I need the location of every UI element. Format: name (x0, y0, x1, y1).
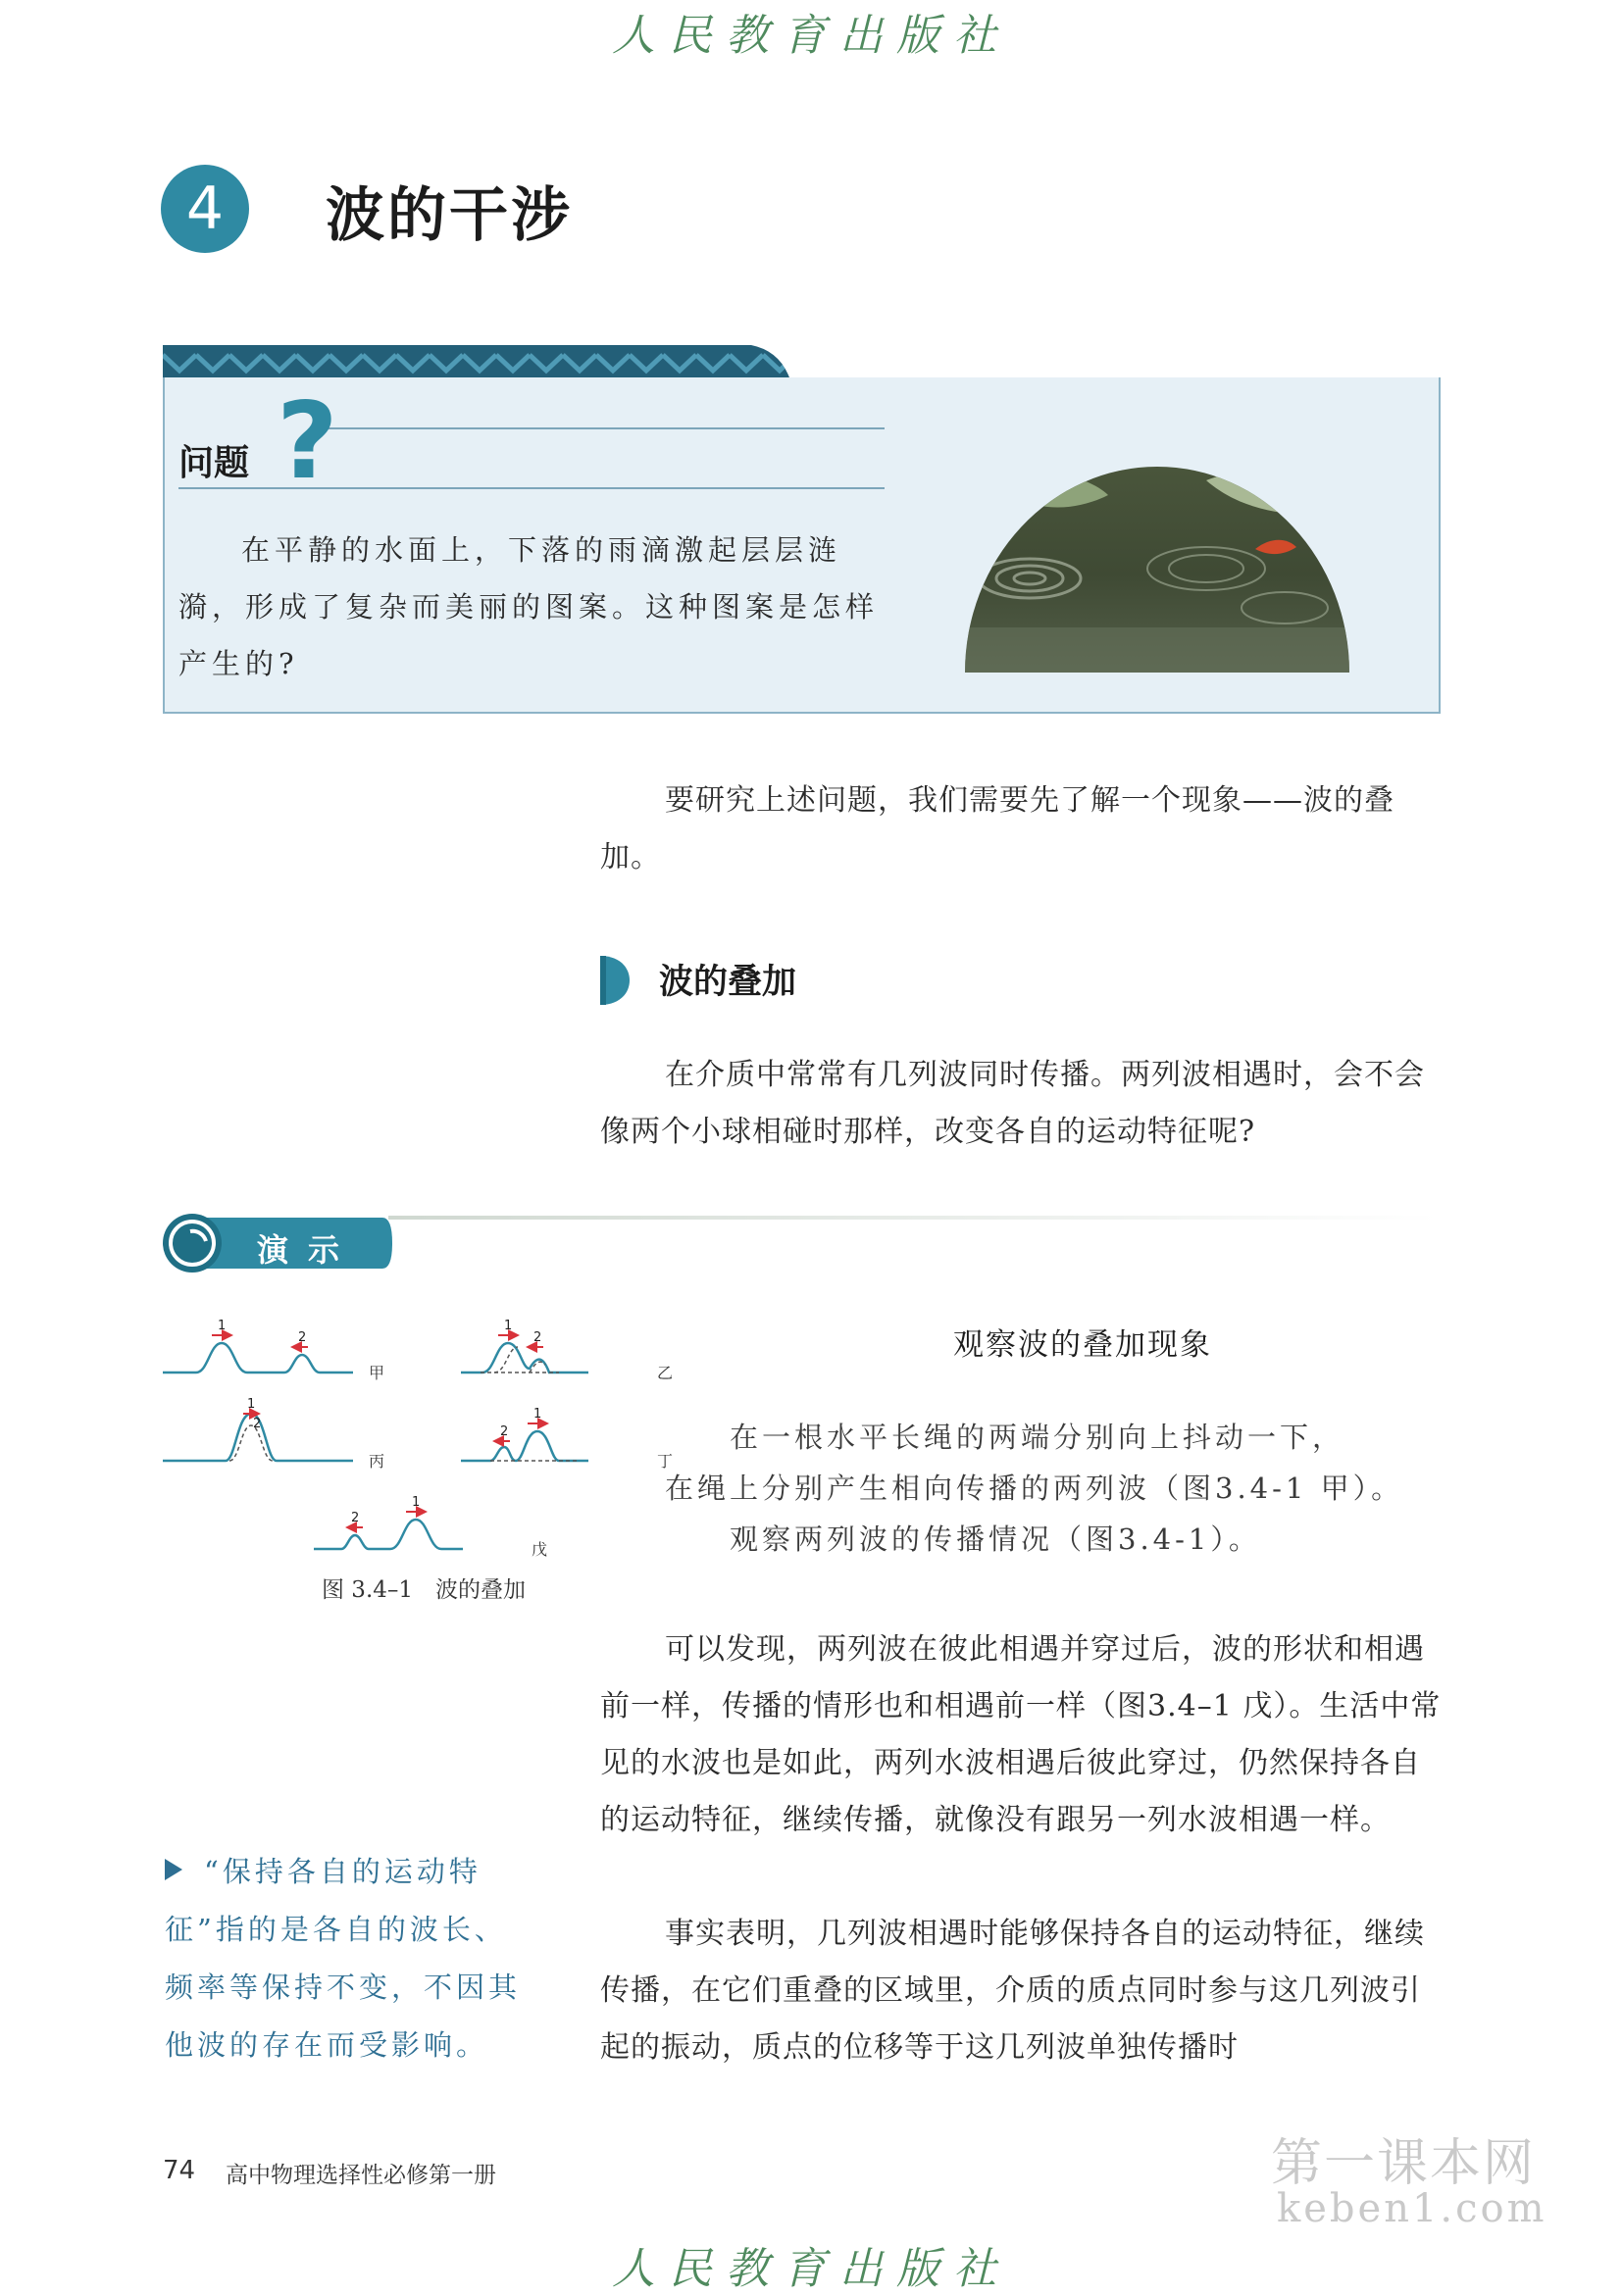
demo-title: 观察波的叠加现象 (953, 1327, 1212, 1363)
book-title: 高中物理选择性必修第一册 (226, 2163, 496, 2188)
page-number: 74 (163, 2156, 196, 2185)
wave-label-2: 2 (351, 1511, 360, 1525)
demo-text-line-1: 在一根水平长绳的两端分别向上抖动一下， (730, 1421, 1345, 1454)
wave-panel-jia (163, 1343, 353, 1373)
wave-panel-wu (314, 1520, 463, 1549)
panel-label-jia: 甲 (369, 1364, 385, 1382)
subsection-marker-icon (600, 956, 630, 1005)
wave-panel-ding (461, 1431, 588, 1461)
wave-panel-yi (461, 1343, 588, 1373)
observation-paragraph: 可以发现，两列波在彼此相遇并穿过后，波的形状和相遇前一样，传播的情形也和相遇前一样（图3.4–1 戊）。生活中常见的水波也是如此，两列水波相遇后彼此穿过，仍然保持各自的运动特征，继续传播，就像没有跟另一列水波相遇一样。 (600, 1632, 1442, 1837)
wave-superposition-figure (157, 1304, 686, 1569)
rain-ripple-photo (961, 422, 1353, 676)
question-text: 在平静的水面上，下落的雨滴激起层层涟漪，形成了复杂而美丽的图案。这种图案是怎样产生的? (178, 533, 880, 680)
wave-label-1: 1 (218, 1319, 227, 1333)
section-number-badge: 4 (161, 165, 249, 253)
site-watermark-url: keben1.com (1277, 2186, 1547, 2231)
publisher-footer: 人民教育出版社 (612, 2244, 1010, 2294)
section-title: 波的干涉 (326, 181, 573, 250)
demo-text (665, 1412, 1447, 1565)
panel-label-ding: 丁 (657, 1452, 674, 1471)
wave-label-2: 2 (500, 1424, 509, 1439)
demo-divider (388, 1216, 1438, 1222)
wave-label-1: 1 (504, 1319, 513, 1333)
wave-label-1: 1 (533, 1407, 542, 1422)
intro-paragraph: 要研究上述问题，我们需要先了解一个现象——波的叠加。 (600, 783, 1394, 874)
side-note: “保持各自的运动特征”指的是各自的波长、频率等保持不变，不因其他波的存在而受影响。 (165, 1855, 522, 2062)
demo-text-line-3: 观察两列波的传播情况（图3.4-1）。 (730, 1522, 1261, 1556)
fact-paragraph: 事实表明，几列波相遇时能够保持各自的运动特征，继续传播，在它们重叠的区域里，介质的质点同时参与这几列波引起的振动，质点的位移等于这几列波单独传播时 (600, 1917, 1425, 2065)
wave-label-1: 1 (247, 1397, 256, 1412)
panel-label-bing: 丙 (369, 1452, 385, 1471)
question-mark-icon: ? (277, 380, 338, 503)
wave-label-2: 2 (253, 1417, 262, 1431)
wave-label-2: 2 (298, 1330, 307, 1345)
wave-label-1: 1 (412, 1495, 421, 1510)
panel-label-yi: 乙 (657, 1364, 674, 1382)
site-watermark-name: 第一课本网 (1271, 2134, 1537, 2193)
question-rule-top (324, 427, 885, 429)
publisher-header: 人民教育出版社 (612, 11, 1010, 61)
subsection-title: 波的叠加 (659, 963, 797, 1002)
wave-label-2: 2 (533, 1330, 542, 1345)
superposition-intro-paragraph: 在介质中常常有几列波同时传播。两列波相遇时，会不会像两个小球相碰时那样，改变各自的运动特征呢? (600, 1058, 1425, 1149)
demo-badge-label: 演示 (257, 1231, 360, 1269)
panel-label-wu: 戊 (532, 1540, 548, 1559)
demo-text-line-2: 在绳上分别产生相向传播的两列波（图3.4-1 甲）。 (665, 1472, 1404, 1505)
figure-caption: 图 3.4–1 波的叠加 (322, 1577, 527, 1603)
question-box-header-band (163, 345, 790, 380)
question-label: 问题 (178, 443, 250, 483)
